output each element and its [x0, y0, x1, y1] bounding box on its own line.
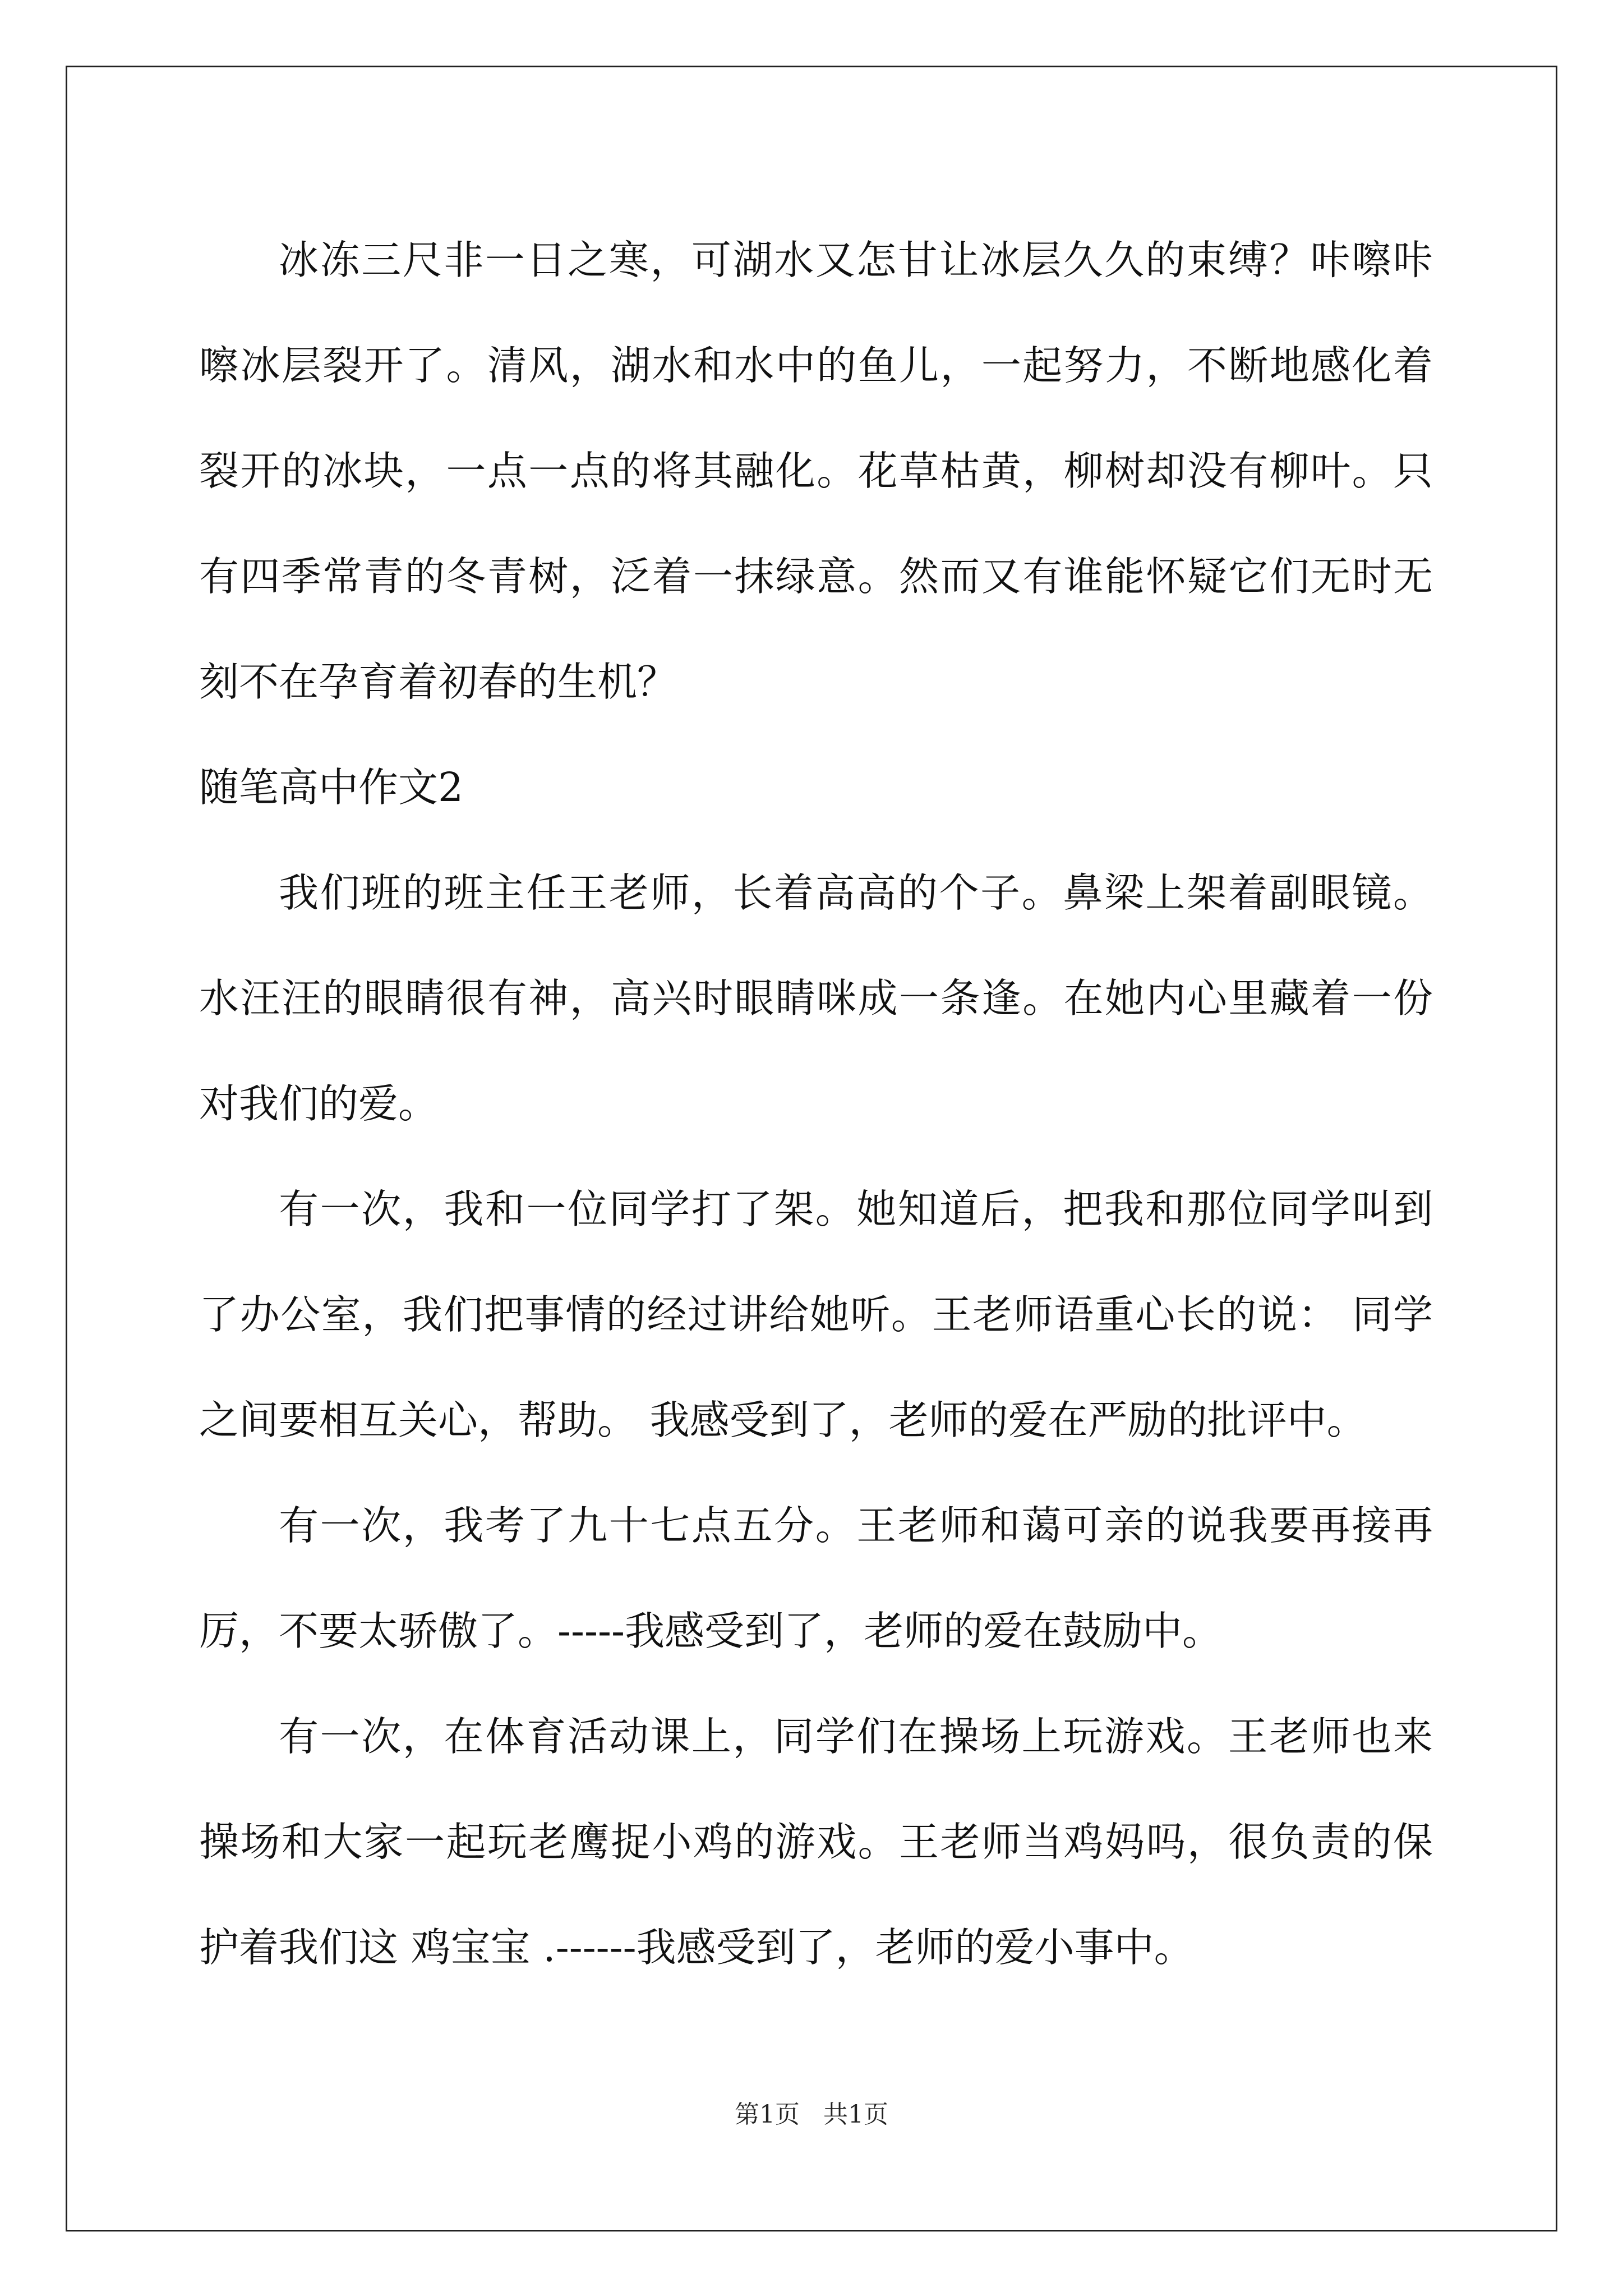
document-body — [199, 208, 1433, 2000]
page-number: 第1页 — [735, 2100, 800, 2129]
paragraph-3: 有一次，我和一位同学打了架。她知道后，把我和那位同学叫到了办公室，我们把事情的经过讲给她听。王老师语重心长的说： 同学之间要相互关心，帮助。 我感受到了，老师的爱在严励的批评中。 — [199, 1186, 1433, 1443]
paragraph-5: 有一次，在体育活动课上，同学们在操场上玩游戏。王老师也来操场和大家一起玩老鹰捉小鸡的游戏。王老师当鸡妈吗，很负责的保护着我们这 鸡宝宝 .------我感受到了，老师的爱小事中。 — [199, 1713, 1433, 1971]
paragraph-1: 冰冻三尺非一日之寒，可湖水又怎甘让冰层久久的束缚？咔嚓咔嚓冰层裂开了。清风，湖水和水中的鱼儿，一起努力，不断地感化着裂开的冰块，一点一点的将其融化。花草枯黄，柳树却没有柳叶。只有四季常青的冬青树，泛着一抹绿意。然而又有谁能怀疑它们无时无刻不在孕育着初春的生机？ — [199, 237, 1433, 705]
page-total: 共1页 — [823, 2100, 888, 2129]
paragraph-2: 我们班的班主任王老师，长着高高的个子。鼻梁上架着副眼镜。水汪汪的眼睛很有神，高兴时眼睛咪成一条逢。在她内心里藏着一份对我们的爱。 — [199, 869, 1433, 1127]
section-title: 随笔高中作文2 — [199, 764, 464, 811]
page-footer — [0, 2098, 1623, 2132]
paragraph-4: 有一次，我考了九十七点五分。王老师和蔼可亲的说我要再接再厉，不要太骄傲了。-----我感受到了，老师的爱在鼓励中。 — [199, 1502, 1433, 1654]
